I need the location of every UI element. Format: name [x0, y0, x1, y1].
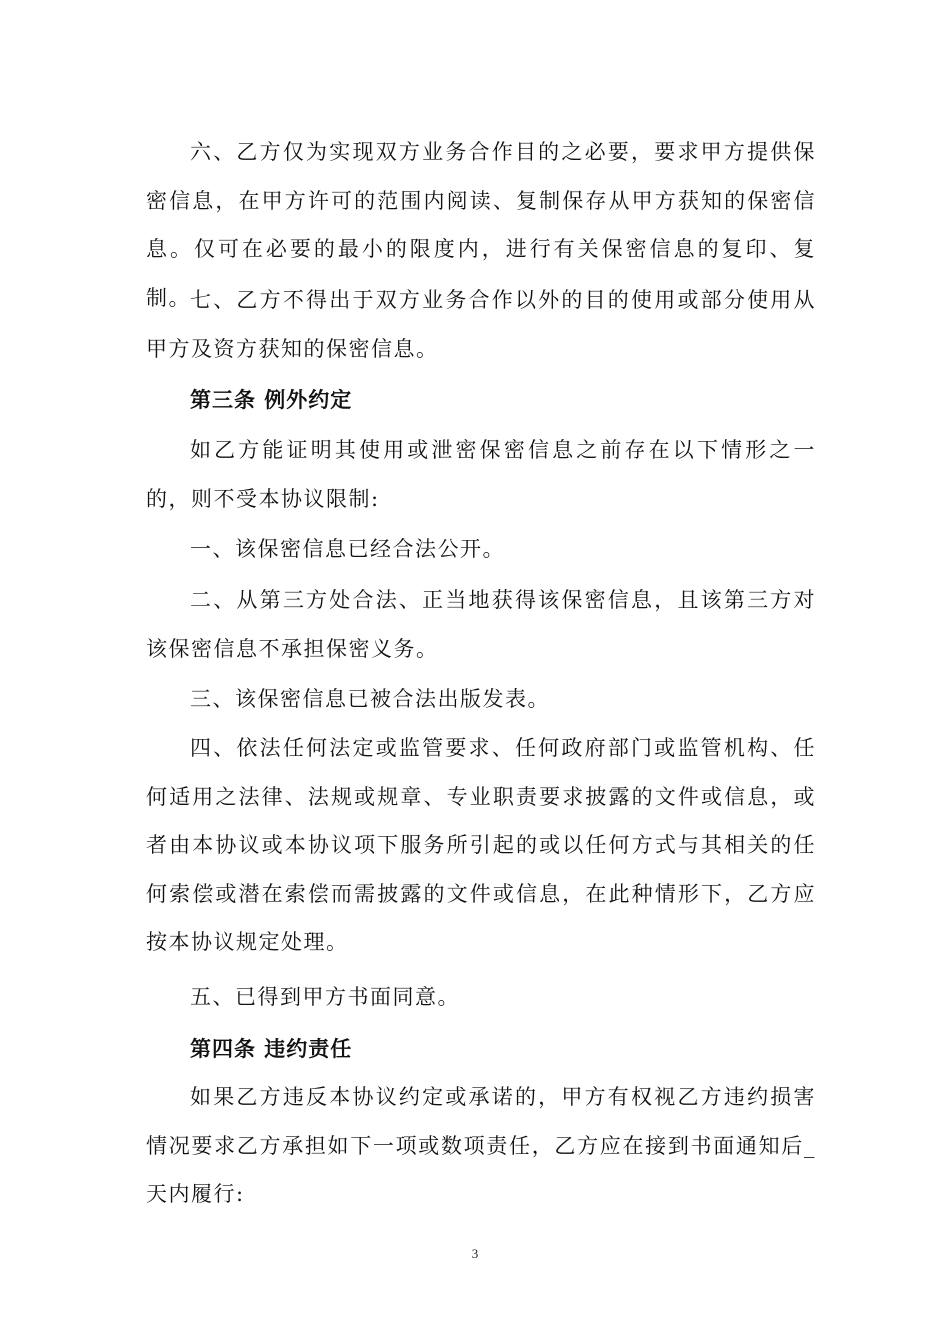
clause-4-intro: 如果乙方违反本协议约定或承诺的，甲方有权视乙方违约损害情况要求乙方承担如下一项或数项责任，乙方应在接到书面通知后_天内履行: [146, 1085, 816, 1206]
clause-3-item-1: 一、该保密信息已经合法公开。 [190, 537, 505, 561]
clause-3-item-4: 四、依法任何法定或监管要求、任何政府部门或监管机构、任何适用之法律、法规或规章、专业职责要求披露的文件或信息，或者由本协议或本协议项下服务所引起的或以任何方式与其相关的任何索偿或潜在索偿而需披露的文件或信息，在此种情形下，乙方应按本协议规定处理。 [146, 736, 816, 954]
clause-3-item-5: 五、已得到甲方书面同意。 [190, 985, 460, 1009]
clause-3-intro: 如乙方能证明其使用或泄密保密信息之前存在以下情形之一的，则不受本协议限制: [146, 438, 816, 511]
clause-3-item-3: 三、该保密信息已被合法出版发表。 [190, 687, 550, 711]
clause-3-item-2: 二、从第三方处合法、正当地获得该保密信息，且该第三方对该保密信息不承担保密义务。 [146, 588, 816, 661]
clause-4-heading: 第四条 违约责任 [190, 1037, 353, 1061]
clause-3-heading: 第三条 例外约定 [190, 388, 353, 412]
page-number: 3 [471, 1246, 479, 1261]
clause-2-item-7: 七、乙方不得出于双方业务合作以外的目的使用或部分使用从甲方及资方获知的保密信息。 [146, 288, 816, 361]
clause-2-item-6: 六、乙方仅为实现双方业务合作目的之必要，要求甲方提供保密信息，在甲方许可的范围内阅读、复制保存从甲方获知的保密信息。仅可在必要的最小的限度内，进行有关保密信息的复印、复制。 [146, 140, 816, 310]
